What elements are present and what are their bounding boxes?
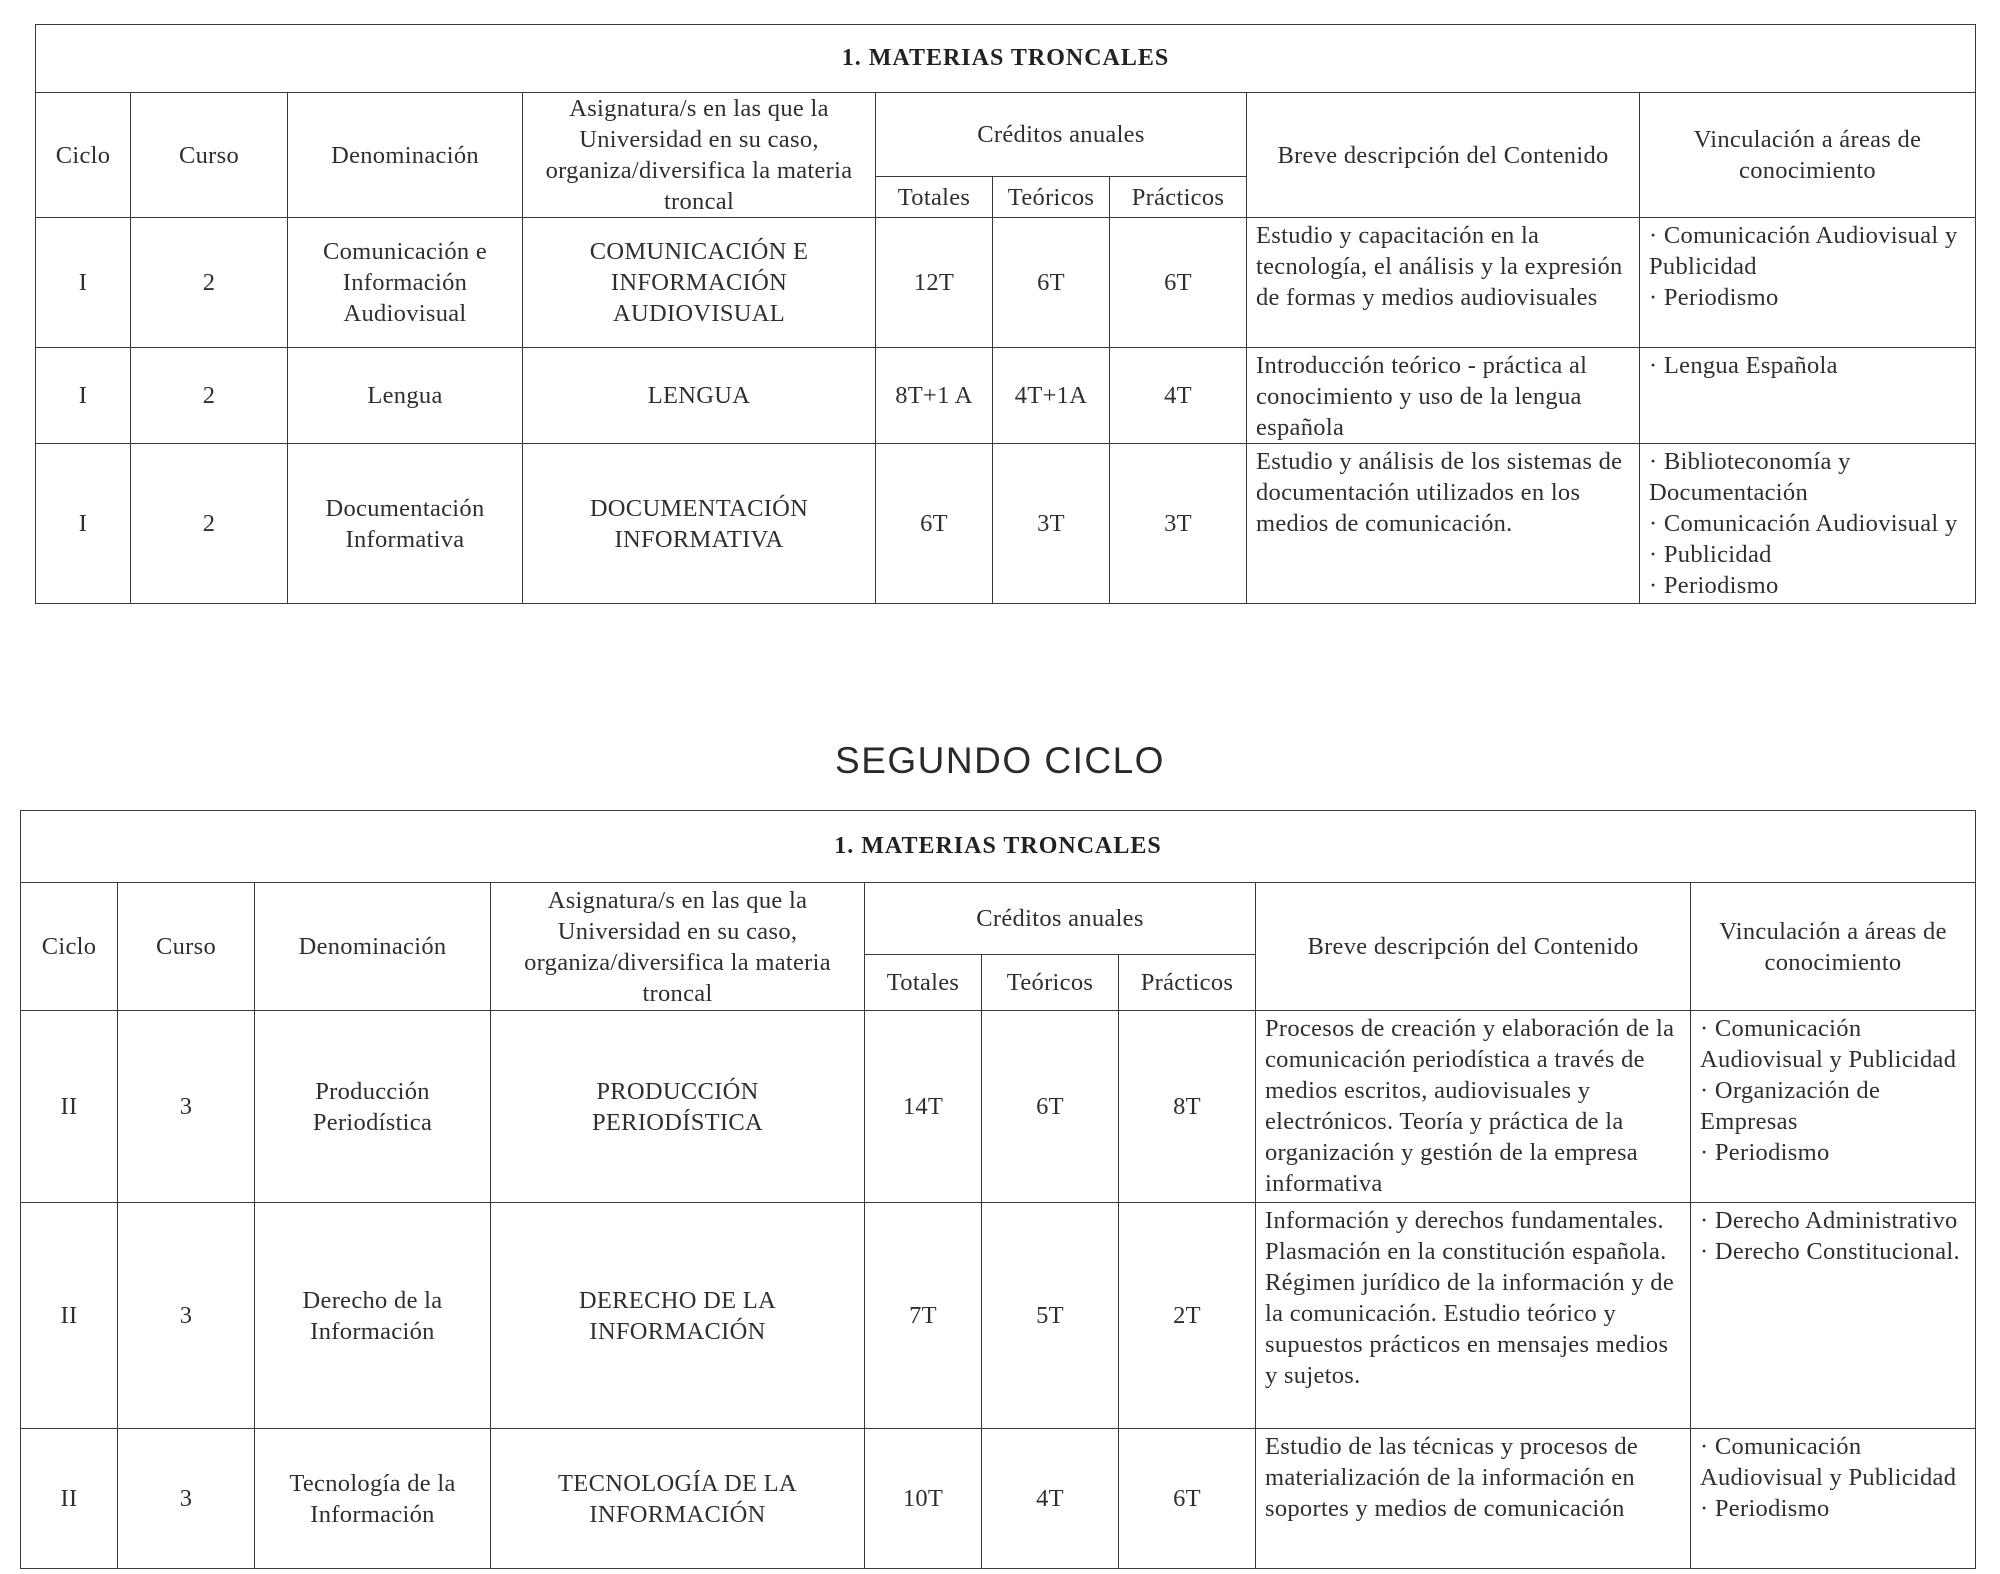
cell-practicos: 6T [1110, 218, 1247, 348]
cell-denominacion: Comunicación e Información Audiovisual [288, 218, 523, 348]
cell-totales: 10T [865, 1429, 982, 1569]
cell-curso: 3 [118, 1203, 255, 1429]
cell-ciclo: II [21, 1203, 118, 1429]
header-curso: Curso [118, 883, 255, 1011]
header-teoricos: Teóricos [982, 955, 1119, 1011]
table-title: 1. MATERIAS TRONCALES [21, 811, 1976, 883]
area-item: · Lengua Española [1649, 352, 1838, 379]
area-item: · Comunicación Audiovisual y Publicidad [1649, 222, 1958, 280]
cell-ciclo: I [36, 444, 131, 604]
table-row [21, 1203, 1976, 1429]
header-ciclo: Ciclo [36, 93, 131, 218]
cell-denominacion: Producción Periodística [255, 1011, 491, 1203]
cell-teoricos: 4T [982, 1429, 1119, 1569]
cell-asignatura: LENGUA [523, 348, 876, 444]
area-item: · Derecho Constitucional. [1700, 1238, 1960, 1265]
cell-asignatura: PRODUCCIÓN PERIODÍSTICA [491, 1011, 865, 1203]
header-creditos-anuales: Créditos anuales [876, 93, 1247, 177]
area-item: · Periodismo [1700, 1495, 1830, 1522]
cell-curso: 2 [131, 218, 288, 348]
cell-curso: 3 [118, 1429, 255, 1569]
table-title: 1. MATERIAS TRONCALES [36, 25, 1976, 93]
cell-descripcion: Estudio y capacitación en la tecnología, el análisis y la expresión de formas y medios audiovisuales [1247, 218, 1640, 348]
header-teoricos: Teóricos [993, 177, 1110, 218]
cell-descripcion: Procesos de creación y elaboración de la comunicación periodística a través de medios escritos, audiovisuales y electrónicos. Teoría y práctica de la organización y gestión de la empresa informativa [1256, 1011, 1691, 1203]
cell-descripcion: Introducción teórico - práctica al conocimiento y uso de la lengua española [1247, 348, 1640, 444]
header-vinculacion: Vinculación a áreas de conocimiento [1640, 93, 1976, 218]
cell-totales: 7T [865, 1203, 982, 1429]
table-row [36, 444, 1976, 604]
cell-ciclo: II [21, 1011, 118, 1203]
cell-vinculacion [1691, 1011, 1976, 1203]
cell-practicos: 6T [1119, 1429, 1256, 1569]
cell-denominacion: Lengua [288, 348, 523, 444]
cell-practicos: 4T [1110, 348, 1247, 444]
header-creditos-anuales: Créditos anuales [865, 883, 1256, 955]
cell-ciclo: I [36, 218, 131, 348]
table-row [21, 1429, 1976, 1569]
cell-totales: 6T [876, 444, 993, 604]
section-heading-segundo-ciclo: SEGUNDO CICLO [835, 740, 1165, 781]
table-row [21, 1011, 1976, 1203]
header-descripcion: Breve descripción del Contenido [1256, 883, 1691, 1011]
cell-practicos: 8T [1119, 1011, 1256, 1203]
area-item: · Comunicación Audiovisual y Publicidad [1700, 1015, 1957, 1073]
cell-curso: 2 [131, 348, 288, 444]
cell-denominacion: Tecnología de la Información [255, 1429, 491, 1569]
cell-vinculacion [1640, 348, 1976, 444]
area-item: · Periodismo [1649, 572, 1779, 599]
cell-descripcion: Estudio y análisis de los sistemas de documentación utilizados en los medios de comunicación. [1247, 444, 1640, 604]
header-denominacion: Denominación [288, 93, 523, 218]
area-item: · Organización de Empresas [1700, 1077, 1881, 1135]
cell-asignatura: DOCUMENTACIÓN INFORMATIVA [523, 444, 876, 604]
area-item: · Comunicación Audiovisual y · Publicidad [1649, 510, 1958, 568]
cell-asignatura: TECNOLOGÍA DE LA INFORMACIÓN [491, 1429, 865, 1569]
area-item: · Periodismo [1700, 1139, 1830, 1166]
cell-ciclo: II [21, 1429, 118, 1569]
area-item: · Derecho Administrativo [1700, 1207, 1958, 1234]
cell-curso: 2 [131, 444, 288, 604]
cell-asignatura: COMUNICACIÓN E INFORMACIÓN AUDIOVISUAL [523, 218, 876, 348]
header-practicos: Prácticos [1110, 177, 1247, 218]
cell-teoricos: 5T [982, 1203, 1119, 1429]
cell-denominacion: Documentación Informativa [288, 444, 523, 604]
cell-teoricos: 6T [982, 1011, 1119, 1203]
header-totales: Totales [865, 955, 982, 1011]
cell-practicos: 3T [1110, 444, 1247, 604]
header-descripcion: Breve descripción del Contenido [1247, 93, 1640, 218]
cell-asignatura: DERECHO DE LA INFORMACIÓN [491, 1203, 865, 1429]
header-curso: Curso [131, 93, 288, 218]
header-asignatura: Asignatura/s en las que la Universidad en su caso, organiza/diversifica la materia troncal [523, 93, 876, 218]
cell-teoricos: 3T [993, 444, 1110, 604]
header-practicos: Prácticos [1119, 955, 1256, 1011]
cell-denominacion: Derecho de la Información [255, 1203, 491, 1429]
cell-totales: 8T+1 A [876, 348, 993, 444]
cell-vinculacion [1640, 218, 1976, 348]
area-item: · Biblioteconomía y Documentación [1649, 448, 1851, 506]
table-row [36, 348, 1976, 444]
cell-vinculacion [1640, 444, 1976, 604]
materias-troncales-table-segundo-ciclo [20, 810, 1976, 1569]
table-row [36, 218, 1976, 348]
header-asignatura: Asignatura/s en las que la Universidad en su caso, organiza/diversifica la materia troncal [491, 883, 865, 1011]
materias-troncales-table-primer-ciclo [35, 24, 1976, 604]
cell-practicos: 2T [1119, 1203, 1256, 1429]
cell-vinculacion [1691, 1203, 1976, 1429]
cell-descripcion: Estudio de las técnicas y procesos de materialización de la información en soportes y medios de comunicación [1256, 1429, 1691, 1569]
cell-descripcion: Información y derechos fundamentales. Plasmación en la constitución española. Régimen jurídico de la información y de la comunicación. Estudio teórico y supuestos prácticos en mensajes medios y sujetos. [1256, 1203, 1691, 1429]
cell-teoricos: 4T+1A [993, 348, 1110, 444]
area-item: · Periodismo [1649, 284, 1779, 311]
cell-totales: 14T [865, 1011, 982, 1203]
area-item: · Comunicación Audiovisual y Publicidad [1700, 1433, 1957, 1491]
cell-teoricos: 6T [993, 218, 1110, 348]
cell-vinculacion [1691, 1429, 1976, 1569]
header-totales: Totales [876, 177, 993, 218]
cell-ciclo: I [36, 348, 131, 444]
cell-curso: 3 [118, 1011, 255, 1203]
header-ciclo: Ciclo [21, 883, 118, 1011]
header-vinculacion: Vinculación a áreas de conocimiento [1691, 883, 1976, 1011]
cell-totales: 12T [876, 218, 993, 348]
header-denominacion: Denominación [255, 883, 491, 1011]
